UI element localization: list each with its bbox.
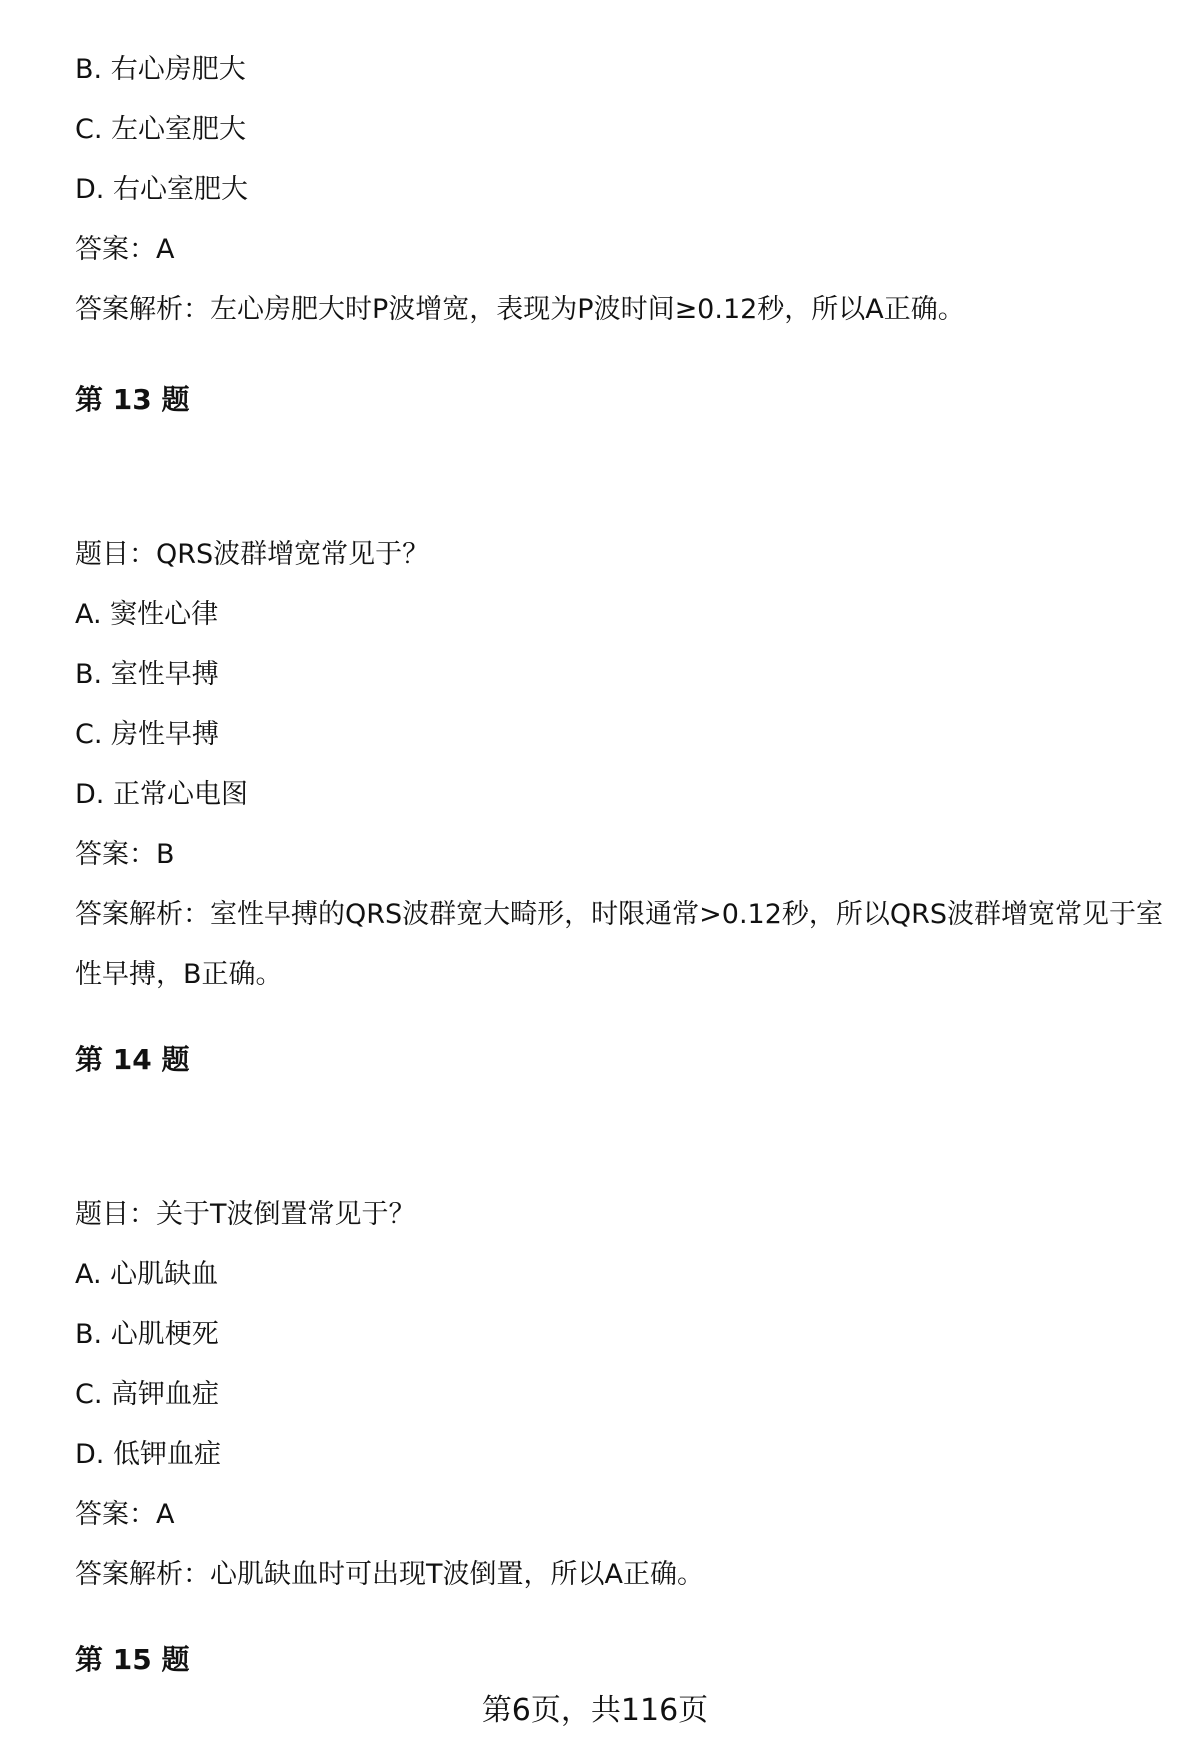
- q13-question: 题目：QRS波群增宽常见于？: [75, 539, 430, 570]
- q14-answer: 答案：A: [75, 1499, 175, 1530]
- q14-heading: 第 14 题: [75, 1043, 190, 1076]
- q14-explanation: 答案解析：心肌缺血时可出现T波倒置，所以A正确。: [75, 1559, 704, 1590]
- q13-heading: 第 13 题: [75, 383, 190, 416]
- q13-option-d: D. 正常心电图: [75, 779, 248, 810]
- q12-option-c: C. 左心室肥大: [75, 114, 247, 145]
- q14-option-c: C. 高钾血症: [75, 1379, 220, 1410]
- q12-explanation: 答案解析：左心房肥大时P波增宽，表现为P波时间≥0.12秒，所以A正确。: [75, 294, 965, 325]
- q13-explanation: 答案解析：室性早搏的QRS波群宽大畸形，时限通常>0.12秒，所以QRS波群增宽常见于室性早搏，B正确。: [75, 899, 1164, 990]
- q12-answer: 答案：A: [75, 234, 175, 265]
- q13-answer: 答案：B: [75, 839, 175, 870]
- q12-option-b: B. 右心房肥大: [75, 54, 246, 85]
- q14-option-a: A. 心肌缺血: [75, 1259, 219, 1290]
- q13-option-c: C. 房性早搏: [75, 719, 220, 750]
- page-indicator: 第6页，共116页: [481, 1693, 709, 1728]
- q13-option-a: A. 窦性心律: [75, 599, 219, 630]
- q14-option-d: D. 低钾血症: [75, 1439, 221, 1470]
- q14-question: 题目：关于T波倒置常见于？: [75, 1199, 416, 1230]
- q14-option-b: B. 心肌梗死: [75, 1319, 219, 1350]
- q12-option-d: D. 右心室肥大: [75, 174, 248, 205]
- q13-option-b: B. 室性早搏: [75, 659, 219, 690]
- q15-heading: 第 15 题: [75, 1643, 190, 1676]
